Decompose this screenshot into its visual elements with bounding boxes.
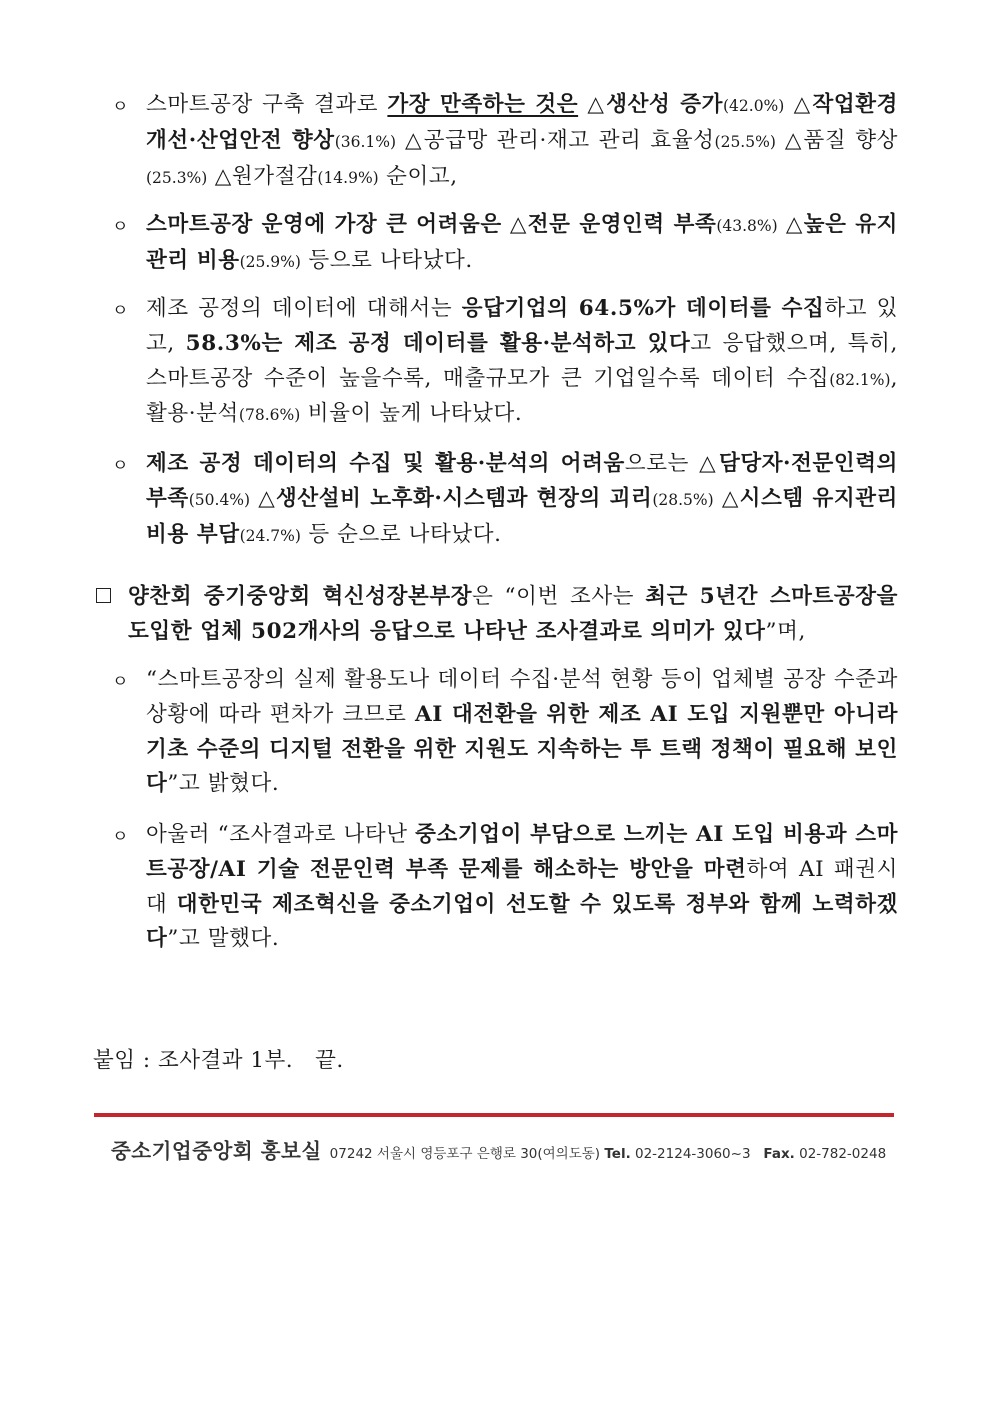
paragraph-text xyxy=(146,447,898,553)
emphasis-text: 가장 만족하는 것은 xyxy=(387,92,579,117)
body-text: 아울러 “조사결과로 나타난 xyxy=(146,822,416,847)
emphasis-text: 중소기업이 부담으로 느끼는 AI 도입 비용과 스마트공장/AI 기술 전문인력 부족 문제를 해소하는 방안을 마련 xyxy=(146,822,898,882)
paragraph-text xyxy=(146,88,898,195)
emphasis-text: △높은 유지관리 비용 xyxy=(146,212,898,273)
emphasis-text: 양찬회 중기중앙회 혁신성장본부장 xyxy=(128,584,473,609)
circle-bullet-icon: ㅇ xyxy=(112,456,129,476)
footer-address xyxy=(330,1146,886,1162)
percent-value: (25.9%) xyxy=(239,252,301,271)
emphasis-text: 대한민국 제조혁신을 중소기업이 선도할 수 있도록 정부와 함께 노력하겠다 xyxy=(146,891,898,952)
paragraph-text xyxy=(146,292,898,433)
paragraph-text xyxy=(146,208,898,280)
percent-value: (82.1%) xyxy=(829,370,891,389)
footer-fax: 02-782-0248 xyxy=(799,1146,887,1162)
emphasis-text: △작업환경 개선·산업안전 향상 xyxy=(146,92,898,153)
attachment-note: 붙임 : 조사결과 1부. 끝. xyxy=(93,1048,344,1073)
square-bullet-icon xyxy=(96,588,111,603)
body-text xyxy=(578,92,587,117)
footer xyxy=(111,1134,886,1164)
body-text: ”고 말했다. xyxy=(167,926,280,952)
emphasis-text: △생산성 증가 xyxy=(587,92,723,117)
percent-value: (36.1%) xyxy=(334,132,397,151)
footer-org: 중소기업중앙회 홍보실 xyxy=(111,1139,322,1163)
percent-value: (14.9%) xyxy=(317,168,379,187)
body-text xyxy=(714,486,722,511)
footer-tel: 02-2124-3060~3 xyxy=(635,1146,751,1162)
emphasis-text: 58.3%는 제조 공정 데이터를 활용·분석하고 있다 xyxy=(185,330,691,356)
body-text: ”고 밝혔다. xyxy=(167,771,280,797)
body-text: △원가절감 xyxy=(207,163,318,189)
emphasis-text: △생산설비 노후화·시스템과 현장의 괴리 xyxy=(258,485,653,511)
emphasis-text: △담당자·전문인력의 부족 xyxy=(146,451,898,511)
paragraph-text xyxy=(146,663,898,802)
emphasis-text: △시스템 유지관리 비용 부담 xyxy=(146,485,898,547)
footer-address-text: 07242 서울시 영등포구 은행로 30(여의도동) xyxy=(329,1146,601,1162)
paragraph-text xyxy=(128,580,898,650)
percent-value: (25.3%) xyxy=(146,168,208,187)
footer-tel-label: Tel. xyxy=(604,1146,631,1162)
percent-value: (50.4%) xyxy=(188,490,251,509)
body-text: △품질 향상 xyxy=(775,127,899,153)
body-text: 은 “이번 조사는 xyxy=(472,584,646,609)
footer-fax-label: Fax. xyxy=(763,1146,795,1162)
percent-value: (42.0%) xyxy=(723,97,785,115)
emphasis-text: 제조 공정 데이터의 수집 및 활용·분석의 어려움 xyxy=(146,451,625,476)
body-text: 순이고, xyxy=(378,163,458,189)
body-text: 하고 있고, xyxy=(146,296,898,356)
emphasis-text: △전문 운영인력 부족 xyxy=(509,212,717,237)
body-text: △공급망 관리·재고 관리 효율성 xyxy=(396,127,715,153)
circle-bullet-icon: ㅇ xyxy=(112,672,129,692)
body-text xyxy=(502,212,510,237)
percent-value: (28.5%) xyxy=(652,490,714,509)
body-text: 비율이 높게 나타났다. xyxy=(300,401,523,427)
body-text: 등 순으로 나타났다. xyxy=(300,521,502,547)
percent-value: (43.8%) xyxy=(716,217,778,235)
circle-bullet-icon: ㅇ xyxy=(112,97,129,117)
body-text: 고 응답했으며, 특히, 스마트공장 수준이 높을수록, 매출규모가 큰 기업일수록 데이터 수집 xyxy=(146,330,898,391)
body-text: “스마트공장의 실제 활용도나 데이터 수집·분석 현황 등이 업체별 공장 수준과 상황에 따라 편차가 크므로 xyxy=(146,667,898,727)
body-text: 으로는 xyxy=(624,451,700,476)
percent-value: (78.6%) xyxy=(238,406,301,425)
body-text: ”며, xyxy=(765,618,806,644)
body-text: 제조 공정의 데이터에 대해서는 xyxy=(146,296,462,321)
circle-bullet-icon: ㅇ xyxy=(112,217,129,237)
emphasis-text: 응답기업의 64.5%가 데이터를 수집 xyxy=(461,296,825,321)
body-text: 하여 AI 패권시대 xyxy=(146,856,898,917)
percent-value: (24.7%) xyxy=(239,526,301,545)
body-text xyxy=(250,486,258,511)
body-text: , 활용·분석 xyxy=(146,365,898,427)
body-text: 등으로 나타났다. xyxy=(300,247,473,273)
body-text xyxy=(778,212,786,237)
footer-divider xyxy=(94,1113,894,1117)
emphasis-text: 스마트공장 운영에 가장 큰 어려움은 xyxy=(146,212,502,237)
emphasis-text: 최근 5년간 스마트공장을 도입한 업체 502개사의 응답으로 나타난 조사결과로 의미가 있다 xyxy=(128,584,899,644)
emphasis-text: AI 대전환을 위한 제조 AI 도입 지원뿐만 아니라 기초 수준의 디지털 전환을 위한 지원도 지속하는 투 트랙 정책이 필요해 보인다 xyxy=(146,701,898,797)
circle-bullet-icon: ㅇ xyxy=(112,827,129,847)
body-text: 스마트공장 구축 결과로 xyxy=(146,92,388,117)
percent-value: (25.5%) xyxy=(714,132,776,151)
paragraph-text xyxy=(146,818,898,957)
body-text xyxy=(784,92,793,117)
circle-bullet-icon: ㅇ xyxy=(112,301,129,321)
